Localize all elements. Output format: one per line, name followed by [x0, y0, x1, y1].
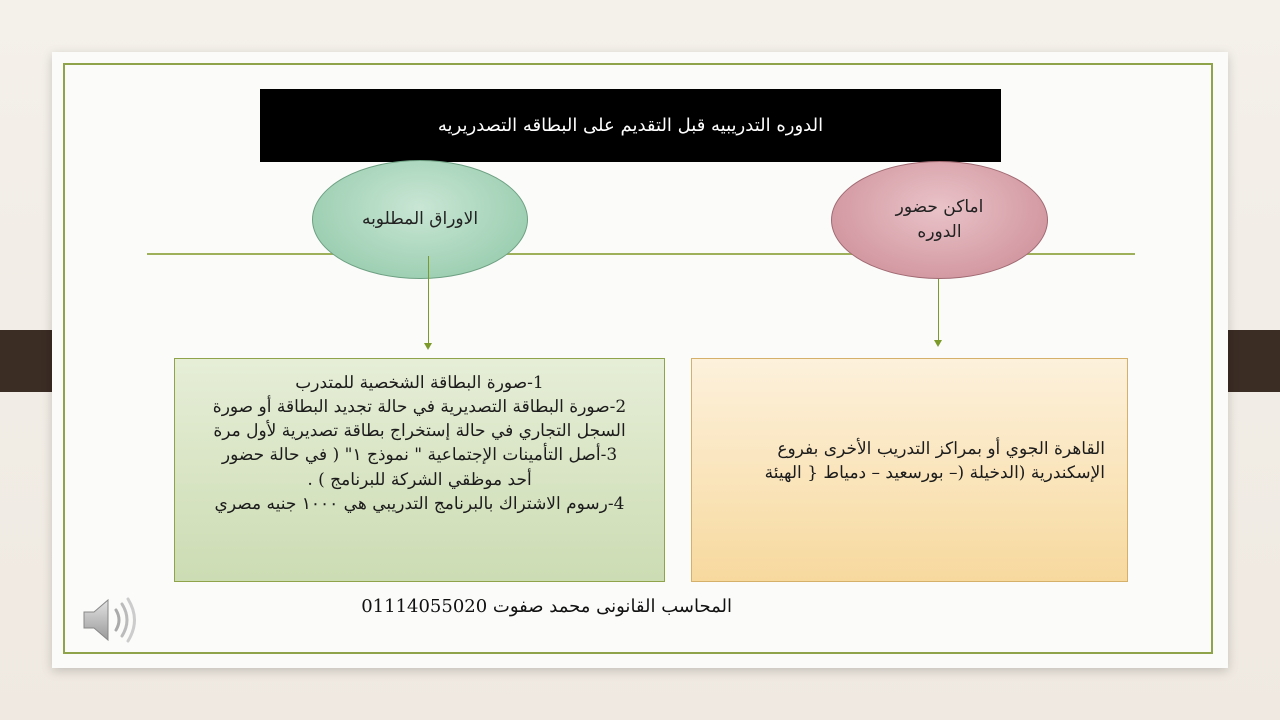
locations-box: [691, 358, 1128, 582]
footer-contact: المحاسب القانونى محمد صفوت 01114055020: [361, 596, 732, 617]
requirement-line: أحد موظقي الشركة للبرنامج ) .: [307, 469, 532, 490]
location-line: القاهرة الجوي أو بمراكز التدريب الأخرى بفروع: [777, 439, 1105, 459]
slide-title: الدوره التدريبيه قبل التقديم على البطاقه التصدريريه: [437, 115, 824, 136]
requirement-line: 3-أصل التأمينات الإجتماعية " نموذج ١" ( في حالة حضور: [221, 445, 618, 466]
requirement-line: السجل التجاري في حالة إستخراج بطاقة تصديرية لأول مرة: [213, 421, 626, 442]
course-locations-label-line1: اماكن حضور: [895, 197, 984, 218]
course-locations-ellipse: [831, 161, 1048, 279]
requirement-line: 2-صورة البطاقة التصديرية في حالة تجديد البطاقة أو صورة: [212, 397, 627, 418]
title-bar: [260, 89, 1001, 162]
requirements-box: [174, 358, 665, 582]
requirement-line: 1-صورة البطاقة الشخصية للمتدرب: [295, 373, 544, 393]
arrow-down-right: [938, 279, 939, 341]
required-documents-label: الاوراق المطلوبه: [361, 209, 479, 230]
speaker-icon[interactable]: [80, 594, 142, 646]
required-documents-ellipse: [312, 160, 528, 279]
arrow-down-left: [428, 256, 429, 344]
location-line: الإسكندرية (الدخيلة (– بورسعيد – دمياط { الهيئة: [764, 463, 1105, 484]
requirement-line: 4-رسوم الاشتراك بالبرنامج التدريبي هي ١٠٠٠ جنيه مصري: [214, 493, 625, 514]
course-locations-label-line2: الدوره: [917, 222, 962, 242]
